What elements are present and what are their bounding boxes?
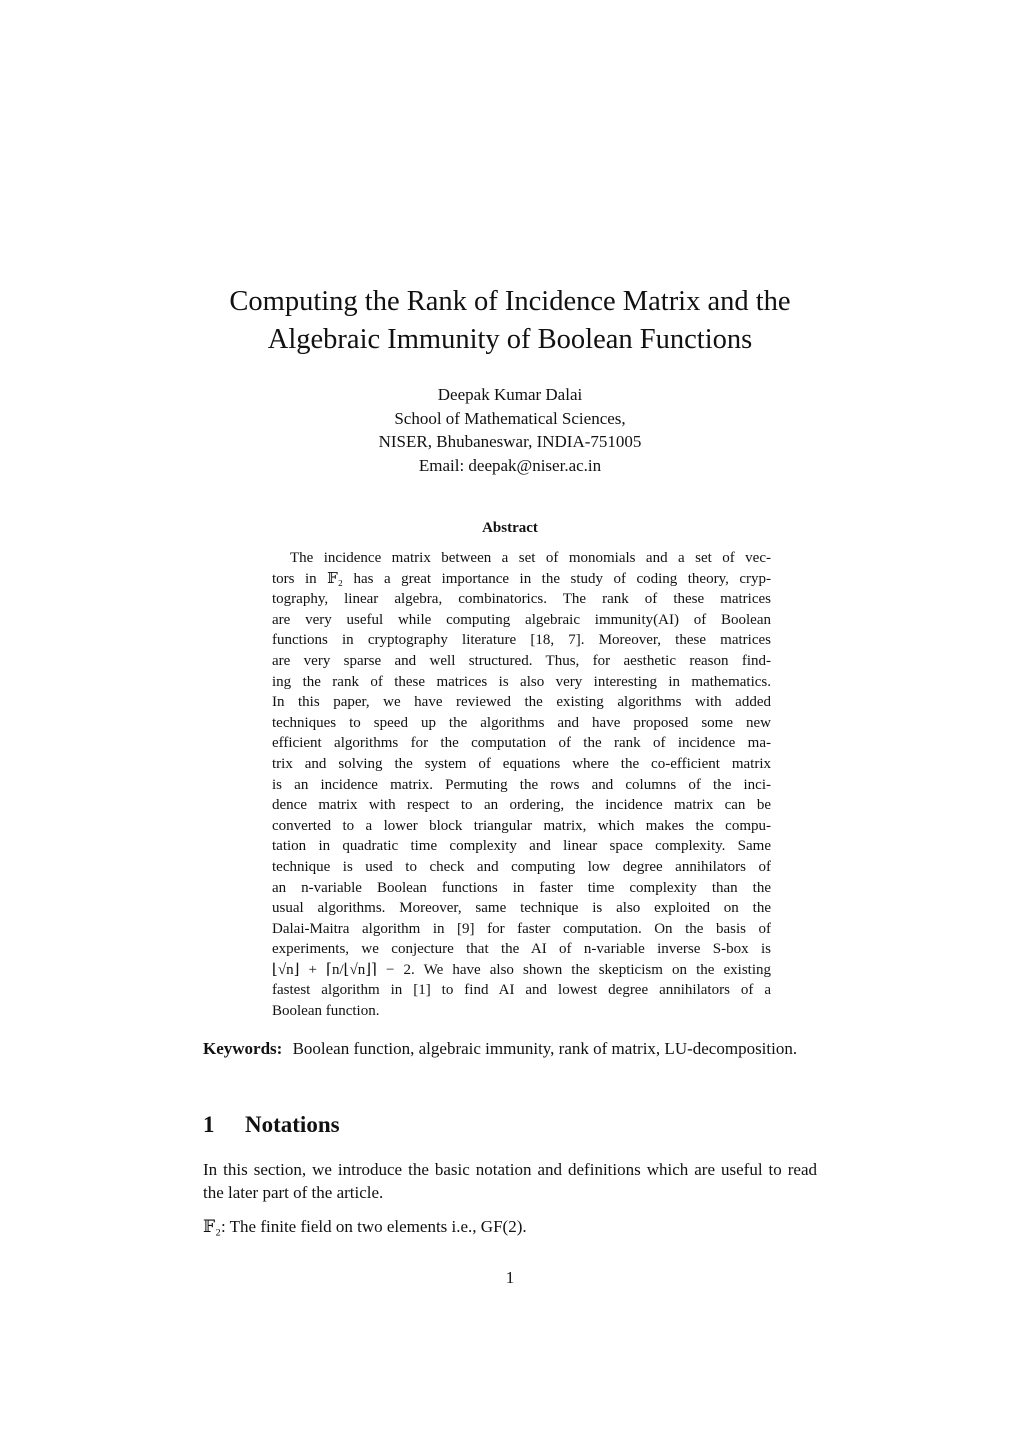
section-number: 1 [203, 1112, 215, 1137]
keywords-label: Keywords: [203, 1039, 283, 1058]
title-line: Computing the Rank of Incidence Matrix and the [229, 286, 791, 317]
section-heading [203, 1112, 340, 1138]
abstract-line: ⌊√n⌋ + ⌈n/⌊√n⌋⌉ − 2. We have also shown the skepticism on the existing [272, 961, 771, 978]
abstract-line: In this paper, we have reviewed the existing algorithms with added [272, 694, 771, 711]
abstract-line: are very useful while computing algebraic immunity(AI) of Boolean [272, 611, 771, 628]
abstract-line: The incidence matrix between a set of monomials and a set of vec- [290, 550, 771, 566]
author-block [0, 383, 1020, 478]
section-title: Notations [245, 1112, 340, 1137]
abstract-line: tography, linear algebra, combinatorics. The rank of these matrices [272, 591, 771, 608]
page-number: 1 [505, 1268, 515, 1287]
abstract-line: functions in cryptography literature [18, 7]. Moreover, these matrices [272, 632, 771, 649]
author-address: NISER, Bhubaneswar, INDIA-751005 [378, 432, 642, 452]
abstract-line: fastest algorithm in [1] to find AI and lowest degree annihilators of a [272, 982, 771, 999]
abstract-line: tation in quadratic time complexity and linear space complexity. Same [272, 838, 771, 855]
abstract-line: dence matrix with respect to an ordering, the incidence matrix can be [272, 797, 771, 814]
title-line: Algebraic Immunity of Boolean Functions [267, 324, 753, 355]
abstract-line: usual algorithms. Moreover, same technique is also exploited on the [272, 900, 771, 917]
abstract-line: technique is used to check and computing low degree annihilators of [272, 858, 771, 875]
abstract-line: converted to a lower block triangular matrix, which makes the compu- [272, 817, 771, 834]
abstract-line: tors in 𝔽₂ has a great importance in the study of coding theory, cryp- [272, 570, 771, 587]
definition-f2: 𝔽₂: The finite field on two elements i.e., GF(2). [203, 1217, 527, 1236]
keywords [203, 1037, 817, 1060]
abstract-line: ing the rank of these matrices is also very interesting in mathematics. [272, 673, 771, 690]
abstract-line: efficient algorithms for the computation of the rank of incidence ma- [272, 735, 771, 752]
author-affiliation: School of Mathematical Sciences, [394, 408, 626, 428]
section-paragraph: In this section, we introduce the basic notation and definitions which are useful to read the later part of the article. [203, 1160, 817, 1202]
abstract-line: techniques to speed up the algorithms and have proposed some new [272, 714, 771, 731]
abstract-line: Dalai-Maitra algorithm in [9] for faster computation. On the basis of [272, 920, 771, 937]
abstract-line: an n-variable Boolean functions in faster time complexity than the [272, 879, 771, 896]
abstract-line: is an incidence matrix. Permuting the rows and columns of the inci- [272, 776, 771, 793]
abstract-line: experiments, we conjecture that the AI of n-variable inverse S-box is [272, 941, 771, 958]
author-name: Deepak Kumar Dalai [437, 385, 583, 404]
keywords-text: Boolean function, algebraic immunity, rank of matrix, LU-decomposition. [292, 1039, 798, 1058]
abstract-body [272, 548, 771, 1022]
abstract-line: Boolean function. [272, 1003, 380, 1020]
abstract-line: trix and solving the system of equations where the co-efficient matrix [272, 755, 771, 772]
abstract-heading: Abstract [482, 520, 538, 536]
abstract-line: are very sparse and well structured. Thus, for aesthetic reason find- [272, 652, 771, 669]
author-email: Email: deepak@niser.ac.in [418, 456, 602, 476]
paper-title [0, 283, 1020, 359]
